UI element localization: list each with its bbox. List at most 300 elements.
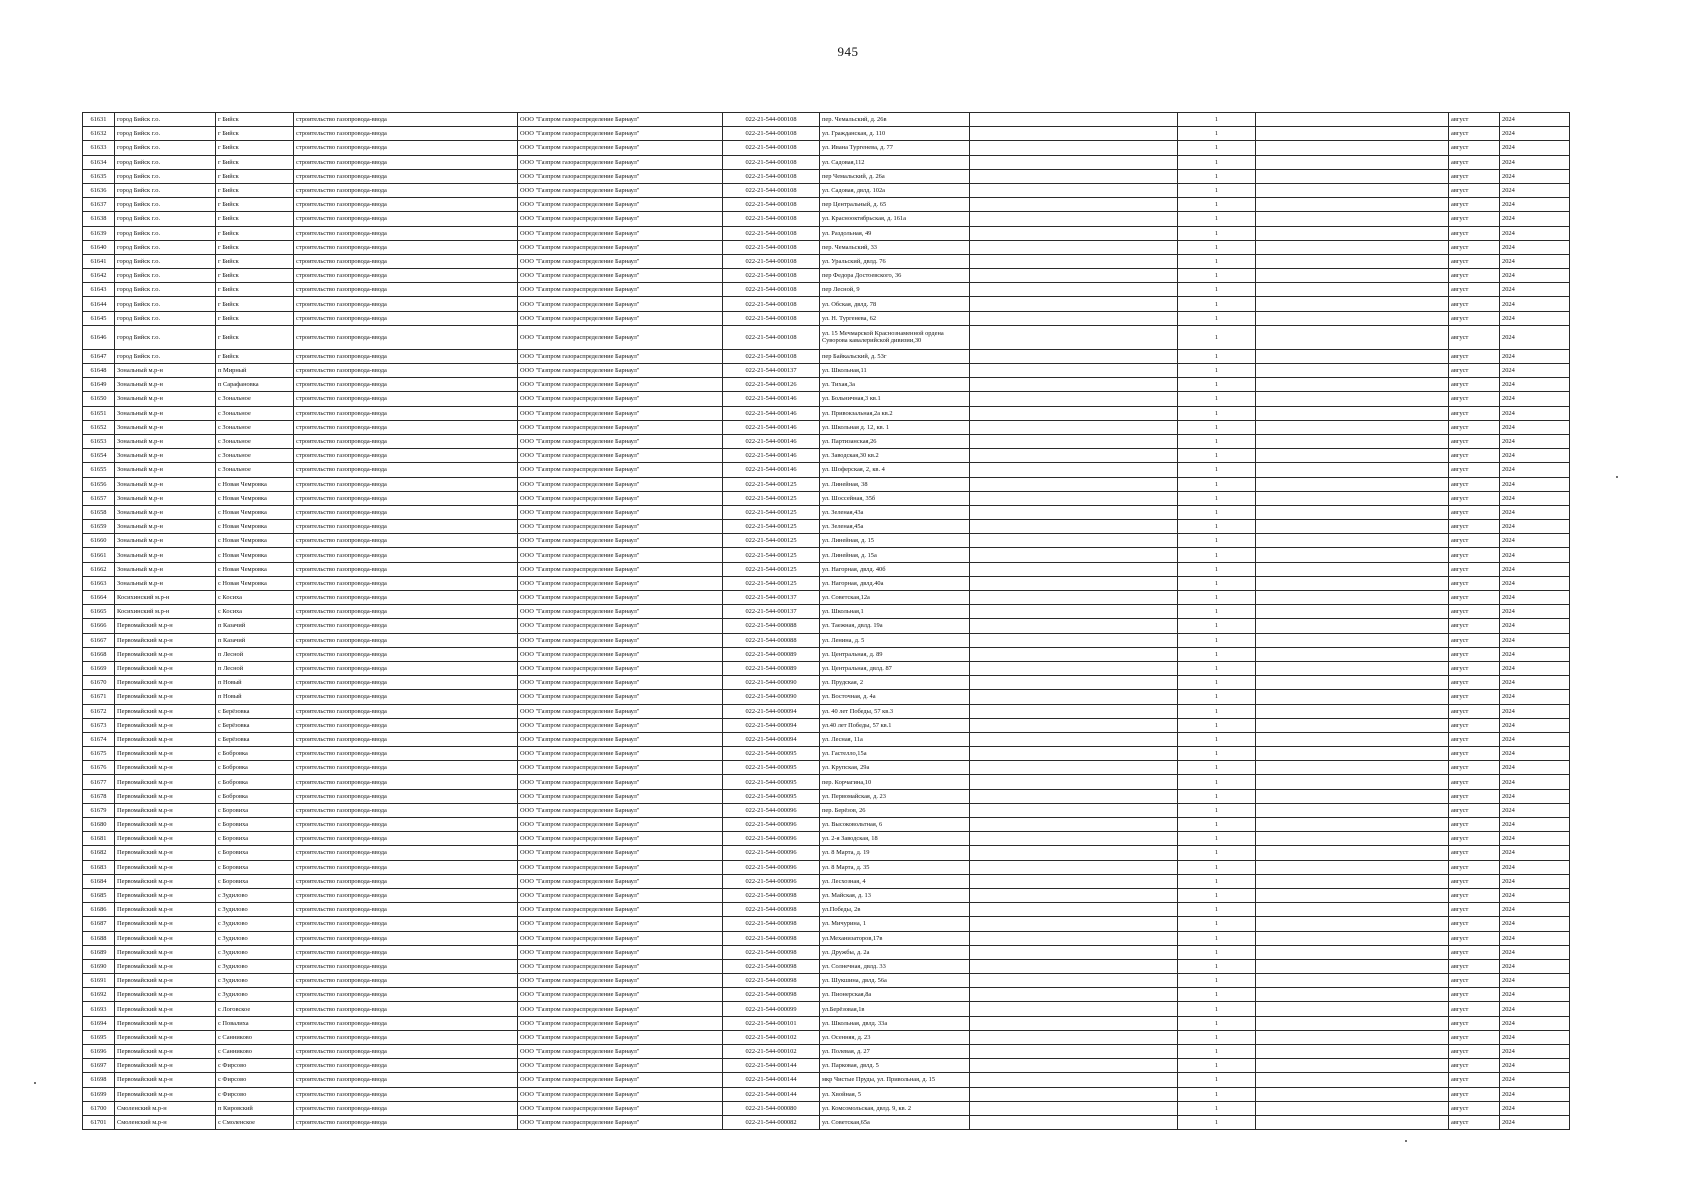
cell-operator: ООО "Газпром газораспределение Барнаул" xyxy=(518,619,723,633)
cell-settlement: с Новая Чемровка xyxy=(216,534,294,548)
cell-month: август xyxy=(1449,775,1500,789)
cell-row-number: 61700 xyxy=(83,1101,115,1115)
cell-settlement: с Бобровка xyxy=(216,747,294,761)
cell-work-type: строительство газопровода-ввода xyxy=(294,254,518,268)
cell-row-number: 61654 xyxy=(83,449,115,463)
cell-year: 2024 xyxy=(1500,141,1570,155)
cell-year: 2024 xyxy=(1500,297,1570,311)
table-row xyxy=(83,959,1570,973)
table-row xyxy=(83,931,1570,945)
cell-settlement: с Новая Чемровка xyxy=(216,548,294,562)
cell-count: 1 xyxy=(1178,1101,1256,1115)
cell-row-number: 61647 xyxy=(83,349,115,363)
cell-month: август xyxy=(1449,226,1500,240)
cell-row-number: 61701 xyxy=(83,1115,115,1129)
cell-work-type: строительство газопровода-ввода xyxy=(294,959,518,973)
cell-count: 1 xyxy=(1178,1016,1256,1030)
cell-month: август xyxy=(1449,325,1500,349)
cell-count: 1 xyxy=(1178,212,1256,226)
cell-blank-col xyxy=(970,988,1178,1002)
cell-program-code: 022-21-544-000108 xyxy=(723,212,820,226)
cell-program-code: 022-21-544-000102 xyxy=(723,1045,820,1059)
cell-program-code: 022-21-544-000094 xyxy=(723,704,820,718)
cell-row-number: 61685 xyxy=(83,888,115,902)
cell-year: 2024 xyxy=(1500,988,1570,1002)
cell-blank-col-2 xyxy=(1256,226,1449,240)
cell-month: август xyxy=(1449,647,1500,661)
cell-year: 2024 xyxy=(1500,198,1570,212)
table-row xyxy=(83,704,1570,718)
cell-address: пер. Чемальский, д. 26в xyxy=(820,113,970,127)
cell-blank-col xyxy=(970,704,1178,718)
cell-count: 1 xyxy=(1178,113,1256,127)
cell-operator: ООО "Газпром газораспределение Барнаул" xyxy=(518,127,723,141)
cell-blank-col-2 xyxy=(1256,676,1449,690)
cell-blank-col-2 xyxy=(1256,988,1449,1002)
cell-operator: ООО "Газпром газораспределение Барнаул" xyxy=(518,647,723,661)
cell-municipality: город Бийск г.о. xyxy=(115,283,216,297)
cell-operator: ООО "Газпром газораспределение Барнаул" xyxy=(518,378,723,392)
cell-row-number: 61636 xyxy=(83,183,115,197)
cell-blank-col-2 xyxy=(1256,183,1449,197)
cell-settlement: с Берёзовка xyxy=(216,732,294,746)
cell-work-type: строительство газопровода-ввода xyxy=(294,434,518,448)
cell-row-number: 61631 xyxy=(83,113,115,127)
cell-operator: ООО "Газпром газораспределение Барнаул" xyxy=(518,633,723,647)
cell-address: ул. Нагорная, двлд. 40б xyxy=(820,562,970,576)
cell-address: ул. Полевая, д. 27 xyxy=(820,1045,970,1059)
cell-month: август xyxy=(1449,392,1500,406)
cell-month: август xyxy=(1449,903,1500,917)
cell-program-code: 022-21-544-000089 xyxy=(723,661,820,675)
table-row xyxy=(83,732,1570,746)
cell-blank-col xyxy=(970,283,1178,297)
cell-row-number: 61653 xyxy=(83,434,115,448)
cell-month: август xyxy=(1449,832,1500,846)
table-row xyxy=(83,846,1570,860)
cell-settlement: с Фирсово xyxy=(216,1087,294,1101)
cell-municipality: город Бийск г.о. xyxy=(115,325,216,349)
cell-work-type: строительство газопровода-ввода xyxy=(294,1115,518,1129)
cell-blank-col xyxy=(970,1087,1178,1101)
cell-address: ул. Н. Тургенева, 62 xyxy=(820,311,970,325)
cell-program-code: 022-21-544-000144 xyxy=(723,1087,820,1101)
cell-count: 1 xyxy=(1178,917,1256,931)
cell-work-type: строительство газопровода-ввода xyxy=(294,874,518,888)
cell-year: 2024 xyxy=(1500,690,1570,704)
cell-month: август xyxy=(1449,803,1500,817)
cell-program-code: 022-21-544-000096 xyxy=(723,874,820,888)
cell-municipality: Первомайский м.р-н xyxy=(115,1087,216,1101)
cell-year: 2024 xyxy=(1500,775,1570,789)
cell-program-code: 022-21-544-000108 xyxy=(723,325,820,349)
cell-year: 2024 xyxy=(1500,534,1570,548)
cell-year: 2024 xyxy=(1500,661,1570,675)
cell-month: август xyxy=(1449,463,1500,477)
cell-municipality: Первомайский м.р-н xyxy=(115,747,216,761)
scan-speck xyxy=(34,1082,36,1084)
table-row xyxy=(83,605,1570,619)
cell-blank-col-2 xyxy=(1256,1002,1449,1016)
cell-program-code: 022-21-544-000090 xyxy=(723,690,820,704)
cell-count: 1 xyxy=(1178,633,1256,647)
cell-municipality: Зональный м.р-н xyxy=(115,406,216,420)
cell-operator: ООО "Газпром газораспределение Барнаул" xyxy=(518,520,723,534)
cell-blank-col xyxy=(970,761,1178,775)
cell-municipality: Зональный м.р-н xyxy=(115,491,216,505)
cell-operator: ООО "Газпром газораспределение Барнаул" xyxy=(518,1059,723,1073)
table-row xyxy=(83,633,1570,647)
cell-blank-col xyxy=(970,591,1178,605)
cell-work-type: строительство газопровода-ввода xyxy=(294,832,518,846)
cell-count: 1 xyxy=(1178,269,1256,283)
cell-row-number: 61697 xyxy=(83,1059,115,1073)
cell-count: 1 xyxy=(1178,974,1256,988)
cell-municipality: Зональный м.р-н xyxy=(115,420,216,434)
cell-work-type: строительство газопровода-ввода xyxy=(294,1030,518,1044)
cell-operator: ООО "Газпром газораспределение Барнаул" xyxy=(518,988,723,1002)
table-row xyxy=(83,406,1570,420)
cell-month: август xyxy=(1449,113,1500,127)
cell-work-type: строительство газопровода-ввода xyxy=(294,127,518,141)
cell-count: 1 xyxy=(1178,888,1256,902)
cell-municipality: город Бийск г.о. xyxy=(115,113,216,127)
cell-settlement: с Берёзовка xyxy=(216,704,294,718)
cell-row-number: 61634 xyxy=(83,155,115,169)
table-row xyxy=(83,505,1570,519)
cell-year: 2024 xyxy=(1500,283,1570,297)
cell-year: 2024 xyxy=(1500,591,1570,605)
cell-month: август xyxy=(1449,988,1500,1002)
cell-program-code: 022-21-544-000098 xyxy=(723,931,820,945)
cell-address: ул. Зеленая,45а xyxy=(820,520,970,534)
cell-row-number: 61668 xyxy=(83,647,115,661)
cell-program-code: 022-21-544-000108 xyxy=(723,169,820,183)
cell-year: 2024 xyxy=(1500,888,1570,902)
cell-month: август xyxy=(1449,576,1500,590)
cell-blank-col xyxy=(970,325,1178,349)
cell-count: 1 xyxy=(1178,169,1256,183)
cell-operator: ООО "Газпром газораспределение Барнаул" xyxy=(518,406,723,420)
cell-municipality: Смоленский м.р-н xyxy=(115,1115,216,1129)
table-row xyxy=(83,183,1570,197)
cell-work-type: строительство газопровода-ввода xyxy=(294,198,518,212)
cell-address: ул. Гастелло,15а xyxy=(820,747,970,761)
cell-work-type: строительство газопровода-ввода xyxy=(294,789,518,803)
cell-month: август xyxy=(1449,127,1500,141)
cell-year: 2024 xyxy=(1500,420,1570,434)
cell-blank-col xyxy=(970,647,1178,661)
cell-blank-col-2 xyxy=(1256,325,1449,349)
cell-work-type: строительство газопровода-ввода xyxy=(294,449,518,463)
cell-month: август xyxy=(1449,297,1500,311)
cell-blank-col xyxy=(970,860,1178,874)
cell-count: 1 xyxy=(1178,364,1256,378)
cell-municipality: Первомайский м.р-н xyxy=(115,959,216,973)
cell-settlement: с Санниково xyxy=(216,1030,294,1044)
cell-address: ул.Механизаторов,17в xyxy=(820,931,970,945)
cell-program-code: 022-21-544-000108 xyxy=(723,240,820,254)
cell-municipality: Первомайский м.р-н xyxy=(115,1045,216,1059)
cell-month: август xyxy=(1449,254,1500,268)
cell-count: 1 xyxy=(1178,297,1256,311)
cell-program-code: 022-21-544-000101 xyxy=(723,1016,820,1030)
cell-municipality: Первомайский м.р-н xyxy=(115,1073,216,1087)
table-row xyxy=(83,491,1570,505)
cell-month: август xyxy=(1449,449,1500,463)
cell-blank-col xyxy=(970,420,1178,434)
cell-blank-col-2 xyxy=(1256,198,1449,212)
cell-count: 1 xyxy=(1178,127,1256,141)
cell-year: 2024 xyxy=(1500,183,1570,197)
cell-municipality: город Бийск г.о. xyxy=(115,183,216,197)
table-row xyxy=(83,1016,1570,1030)
cell-operator: ООО "Газпром газораспределение Барнаул" xyxy=(518,803,723,817)
cell-year: 2024 xyxy=(1500,212,1570,226)
cell-month: август xyxy=(1449,747,1500,761)
cell-program-code: 022-21-544-000126 xyxy=(723,378,820,392)
cell-settlement: с Зудилово xyxy=(216,931,294,945)
table-row xyxy=(83,562,1570,576)
cell-program-code: 022-21-544-000144 xyxy=(723,1073,820,1087)
cell-blank-col-2 xyxy=(1256,974,1449,988)
table-row xyxy=(83,1101,1570,1115)
cell-blank-col-2 xyxy=(1256,283,1449,297)
cell-month: август xyxy=(1449,212,1500,226)
cell-blank-col xyxy=(970,378,1178,392)
cell-program-code: 022-21-544-000108 xyxy=(723,254,820,268)
cell-settlement: с Новая Чемровка xyxy=(216,477,294,491)
cell-program-code: 022-21-544-000080 xyxy=(723,1101,820,1115)
cell-program-code: 022-21-544-000108 xyxy=(723,283,820,297)
cell-blank-col-2 xyxy=(1256,633,1449,647)
cell-blank-col xyxy=(970,1045,1178,1059)
gasification-register-table xyxy=(82,112,1570,1130)
cell-blank-col xyxy=(970,463,1178,477)
table-row xyxy=(83,690,1570,704)
cell-work-type: строительство газопровода-ввода xyxy=(294,297,518,311)
cell-row-number: 61673 xyxy=(83,718,115,732)
cell-blank-col-2 xyxy=(1256,406,1449,420)
cell-address: ул. Школьная д. 12, кв. 1 xyxy=(820,420,970,434)
cell-program-code: 022-21-544-000098 xyxy=(723,974,820,988)
cell-blank-col xyxy=(970,212,1178,226)
cell-work-type: строительство газопровода-ввода xyxy=(294,477,518,491)
cell-blank-col-2 xyxy=(1256,931,1449,945)
cell-month: август xyxy=(1449,818,1500,832)
cell-work-type: строительство газопровода-ввода xyxy=(294,676,518,690)
cell-year: 2024 xyxy=(1500,874,1570,888)
cell-municipality: город Бийск г.о. xyxy=(115,269,216,283)
cell-count: 1 xyxy=(1178,283,1256,297)
cell-program-code: 022-21-544-000125 xyxy=(723,534,820,548)
cell-blank-col xyxy=(970,874,1178,888)
cell-work-type: строительство газопровода-ввода xyxy=(294,818,518,832)
cell-year: 2024 xyxy=(1500,747,1570,761)
cell-program-code: 022-21-544-000094 xyxy=(723,718,820,732)
cell-program-code: 022-21-544-000125 xyxy=(723,576,820,590)
cell-program-code: 022-21-544-000096 xyxy=(723,860,820,874)
cell-blank-col-2 xyxy=(1256,1101,1449,1115)
cell-blank-col xyxy=(970,562,1178,576)
cell-work-type: строительство газопровода-ввода xyxy=(294,141,518,155)
cell-work-type: строительство газопровода-ввода xyxy=(294,212,518,226)
table-row xyxy=(83,155,1570,169)
cell-address: ул. Хвойная, 5 xyxy=(820,1087,970,1101)
cell-blank-col-2 xyxy=(1256,212,1449,226)
cell-address: ул. 8 Марта, д. 35 xyxy=(820,860,970,874)
cell-blank-col-2 xyxy=(1256,959,1449,973)
cell-operator: ООО "Газпром газораспределение Барнаул" xyxy=(518,945,723,959)
cell-year: 2024 xyxy=(1500,1115,1570,1129)
cell-work-type: строительство газопровода-ввода xyxy=(294,364,518,378)
cell-row-number: 61667 xyxy=(83,633,115,647)
cell-address: ул. Прудская, 2 xyxy=(820,676,970,690)
table-row xyxy=(83,1030,1570,1044)
cell-blank-col xyxy=(970,449,1178,463)
cell-program-code: 022-21-544-000108 xyxy=(723,141,820,155)
cell-operator: ООО "Газпром газораспределение Барнаул" xyxy=(518,1073,723,1087)
cell-address: ул. Лесхозная, 4 xyxy=(820,874,970,888)
cell-year: 2024 xyxy=(1500,269,1570,283)
cell-year: 2024 xyxy=(1500,619,1570,633)
cell-year: 2024 xyxy=(1500,1101,1570,1115)
cell-work-type: строительство газопровода-ввода xyxy=(294,775,518,789)
cell-municipality: Первомайский м.р-н xyxy=(115,647,216,661)
cell-program-code: 022-21-544-000108 xyxy=(723,269,820,283)
cell-blank-col xyxy=(970,311,1178,325)
cell-address: ул. Раздольная, 49 xyxy=(820,226,970,240)
cell-municipality: Первомайский м.р-н xyxy=(115,917,216,931)
cell-blank-col-2 xyxy=(1256,127,1449,141)
cell-settlement: г Бийск xyxy=(216,198,294,212)
cell-work-type: строительство газопровода-ввода xyxy=(294,917,518,931)
cell-month: август xyxy=(1449,732,1500,746)
cell-blank-col xyxy=(970,619,1178,633)
cell-month: август xyxy=(1449,690,1500,704)
cell-municipality: Первомайский м.р-н xyxy=(115,1016,216,1030)
cell-blank-col-2 xyxy=(1256,392,1449,406)
table-row xyxy=(83,661,1570,675)
cell-blank-col xyxy=(970,198,1178,212)
cell-count: 1 xyxy=(1178,548,1256,562)
cell-count: 1 xyxy=(1178,576,1256,590)
cell-municipality: Первомайский м.р-н xyxy=(115,974,216,988)
table-row xyxy=(83,903,1570,917)
cell-blank-col-2 xyxy=(1256,141,1449,155)
cell-month: август xyxy=(1449,591,1500,605)
cell-row-number: 61686 xyxy=(83,903,115,917)
cell-program-code: 022-21-544-000096 xyxy=(723,832,820,846)
table-row xyxy=(83,127,1570,141)
cell-operator: ООО "Газпром газораспределение Барнаул" xyxy=(518,1002,723,1016)
cell-municipality: Первомайский м.р-н xyxy=(115,846,216,860)
cell-blank-col-2 xyxy=(1256,832,1449,846)
cell-settlement: г Бийск xyxy=(216,254,294,268)
cell-address: ул.Победы, 2в xyxy=(820,903,970,917)
cell-blank-col xyxy=(970,113,1178,127)
cell-blank-col xyxy=(970,254,1178,268)
cell-blank-col xyxy=(970,775,1178,789)
cell-month: август xyxy=(1449,364,1500,378)
cell-program-code: 022-21-544-000096 xyxy=(723,846,820,860)
cell-operator: ООО "Газпром газораспределение Барнаул" xyxy=(518,1115,723,1129)
cell-blank-col-2 xyxy=(1256,434,1449,448)
cell-row-number: 61683 xyxy=(83,860,115,874)
cell-count: 1 xyxy=(1178,1059,1256,1073)
cell-row-number: 61663 xyxy=(83,576,115,590)
cell-address: пер Чемальский, д. 26а xyxy=(820,169,970,183)
cell-blank-col-2 xyxy=(1256,1030,1449,1044)
cell-address: ул. Гражданская, д. 110 xyxy=(820,127,970,141)
cell-blank-col xyxy=(970,888,1178,902)
cell-municipality: Первомайский м.р-н xyxy=(115,874,216,888)
cell-address: ул. 2-я Заводская, 18 xyxy=(820,832,970,846)
cell-program-code: 022-21-544-000098 xyxy=(723,917,820,931)
cell-month: август xyxy=(1449,420,1500,434)
table-row xyxy=(83,520,1570,534)
cell-year: 2024 xyxy=(1500,832,1570,846)
cell-settlement: с Боровиха xyxy=(216,860,294,874)
cell-blank-col-2 xyxy=(1256,775,1449,789)
cell-blank-col xyxy=(970,491,1178,505)
cell-year: 2024 xyxy=(1500,1002,1570,1016)
cell-blank-col-2 xyxy=(1256,576,1449,590)
cell-row-number: 61649 xyxy=(83,378,115,392)
cell-count: 1 xyxy=(1178,846,1256,860)
cell-count: 1 xyxy=(1178,903,1256,917)
cell-settlement: п Казачий xyxy=(216,633,294,647)
cell-settlement: с Боровиха xyxy=(216,874,294,888)
cell-row-number: 61672 xyxy=(83,704,115,718)
cell-row-number: 61659 xyxy=(83,520,115,534)
cell-row-number: 61684 xyxy=(83,874,115,888)
cell-work-type: строительство газопровода-ввода xyxy=(294,562,518,576)
cell-address: ул. Шукшина, двлд. 56а xyxy=(820,974,970,988)
cell-address: ул. Школьная,1 xyxy=(820,605,970,619)
cell-blank-col xyxy=(970,690,1178,704)
cell-municipality: Первомайский м.р-н xyxy=(115,704,216,718)
table-row xyxy=(83,349,1570,363)
cell-blank-col xyxy=(970,959,1178,973)
cell-municipality: Косихинский м.р-н xyxy=(115,591,216,605)
cell-work-type: строительство газопровода-ввода xyxy=(294,505,518,519)
cell-work-type: строительство газопровода-ввода xyxy=(294,1101,518,1115)
cell-blank-col-2 xyxy=(1256,761,1449,775)
cell-address: пер. Корчагина,10 xyxy=(820,775,970,789)
cell-month: август xyxy=(1449,1115,1500,1129)
cell-settlement: с Бобровка xyxy=(216,789,294,803)
cell-row-number: 61665 xyxy=(83,605,115,619)
cell-municipality: Первомайский м.р-н xyxy=(115,945,216,959)
cell-settlement: г Бийск xyxy=(216,113,294,127)
cell-work-type: строительство газопровода-ввода xyxy=(294,548,518,562)
cell-count: 1 xyxy=(1178,832,1256,846)
cell-settlement: г Бийск xyxy=(216,141,294,155)
cell-year: 2024 xyxy=(1500,846,1570,860)
cell-row-number: 61678 xyxy=(83,789,115,803)
cell-operator: ООО "Газпром газораспределение Барнаул" xyxy=(518,591,723,605)
cell-address: ул. Школьная,11 xyxy=(820,364,970,378)
cell-municipality: Первомайский м.р-н xyxy=(115,1059,216,1073)
cell-blank-col xyxy=(970,534,1178,548)
table-row xyxy=(83,576,1570,590)
cell-row-number: 61671 xyxy=(83,690,115,704)
cell-count: 1 xyxy=(1178,155,1256,169)
cell-address: ул. 40 лет Победы, 57 кв.3 xyxy=(820,704,970,718)
cell-operator: ООО "Газпром газораспределение Барнаул" xyxy=(518,576,723,590)
cell-municipality: Первомайский м.р-н xyxy=(115,789,216,803)
